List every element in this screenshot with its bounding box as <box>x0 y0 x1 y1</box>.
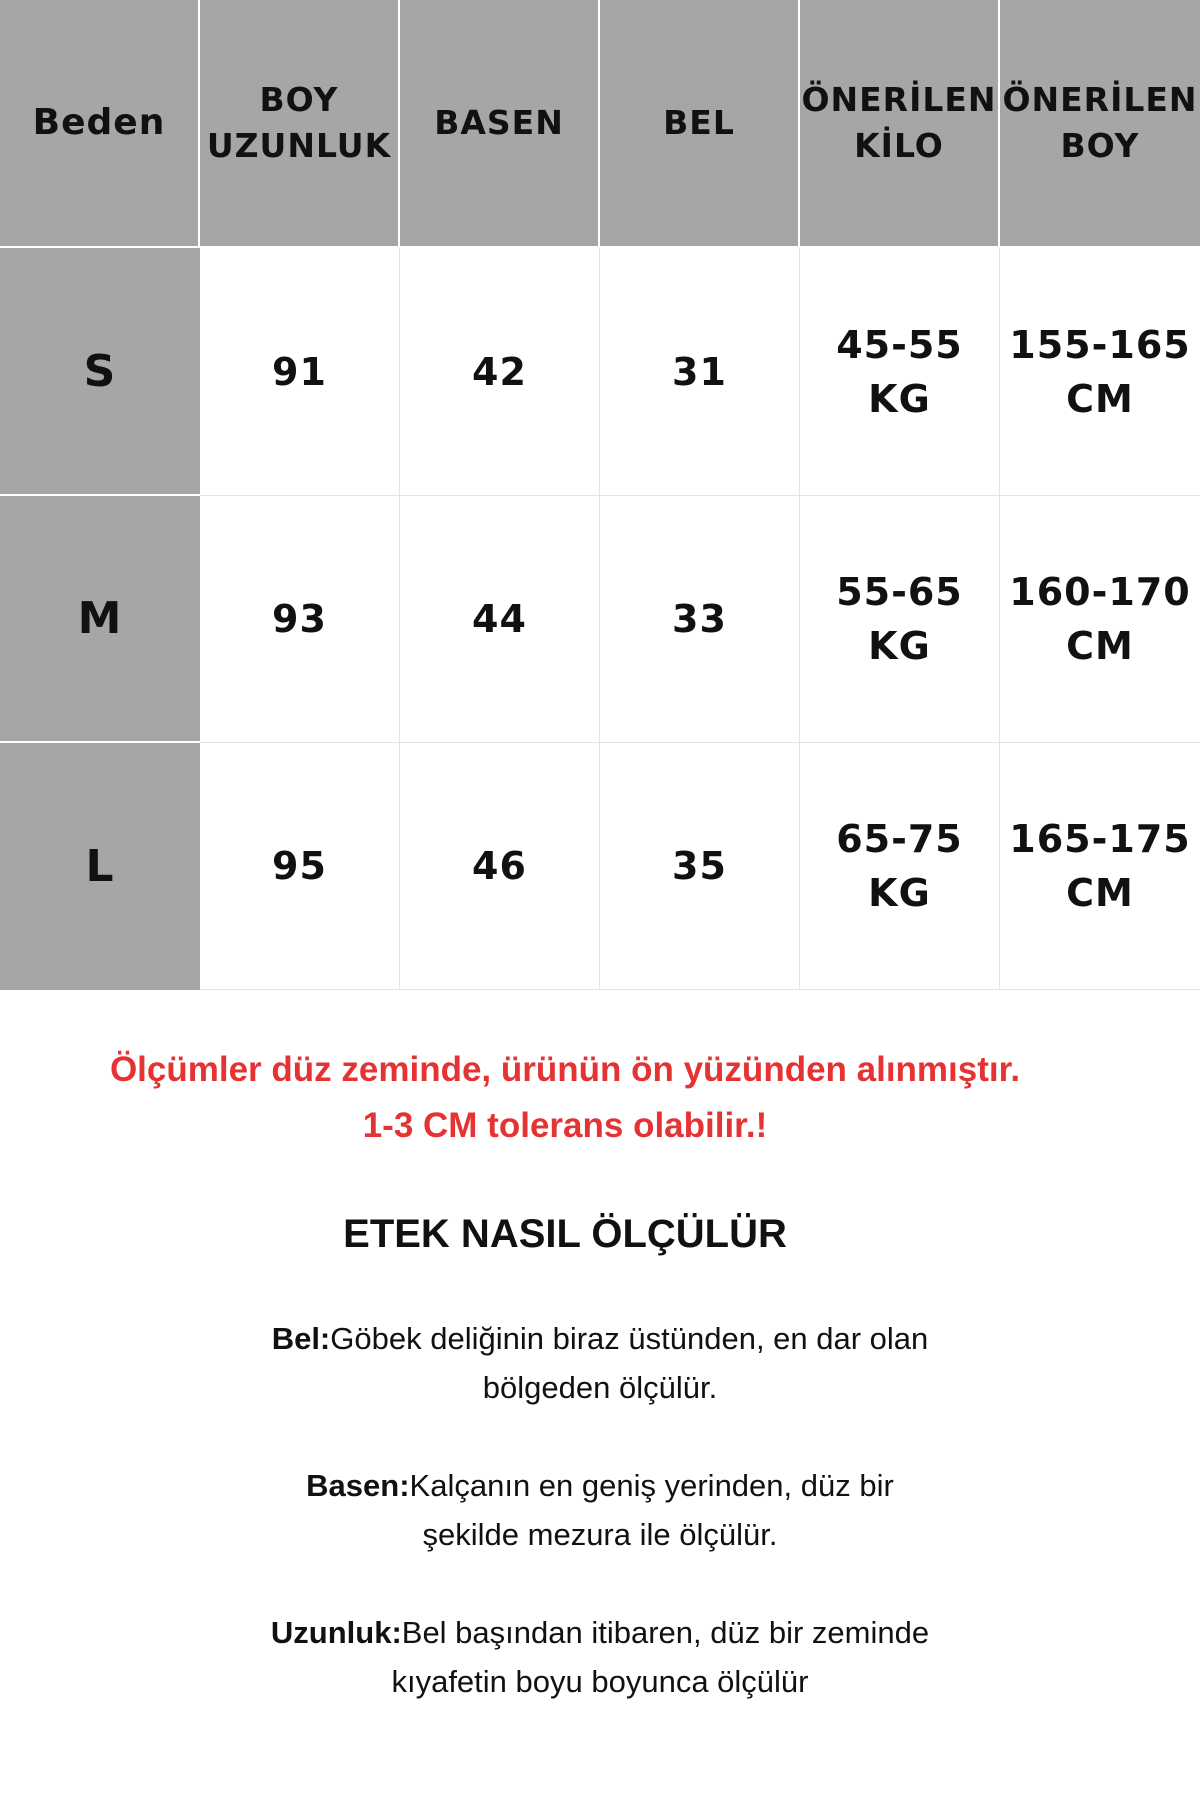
boy-uzunluk-cell <box>200 496 400 743</box>
kilo-cell <box>800 743 1000 990</box>
boy-uzunluk-value: 93 <box>272 597 327 641</box>
howto-item-basen <box>210 1461 990 1559</box>
boy-uzunluk-value: 95 <box>272 844 327 888</box>
basen-value: 42 <box>472 349 527 394</box>
header-onerilen-kilo-line2: KİLO <box>854 126 944 165</box>
size-label: S <box>83 345 117 397</box>
basen-cell <box>400 496 600 743</box>
howto-term: Basen: <box>306 1468 410 1503</box>
header-boy-uzunluk-line2: UZUNLUK <box>206 126 392 165</box>
howto-item-bel <box>210 1314 990 1412</box>
howto-term: Bel: <box>271 1321 331 1356</box>
bel-cell <box>600 496 800 743</box>
boy-unit: CM <box>1066 376 1134 421</box>
boy-cell <box>1000 743 1200 990</box>
kilo-unit: KG <box>868 624 931 668</box>
kilo-range: 45-55 <box>836 322 963 367</box>
kilo-range: 65-75 <box>836 817 963 861</box>
header-beden-label: Beden <box>32 102 166 143</box>
header-boy-uzunluk <box>200 0 400 248</box>
kilo-cell <box>800 496 1000 743</box>
tolerance-note: 1-3 CM tolerans olabilir.! <box>362 1106 768 1145</box>
basen-cell <box>400 248 600 496</box>
howto-term: Uzunluk: <box>270 1615 402 1650</box>
howto-text-line1: Göbek deliğinin biraz üstünden, en dar olan <box>330 1321 929 1356</box>
header-onerilen-kilo-line1: ÖNERİLEN <box>801 80 997 119</box>
bel-value: 35 <box>672 844 727 888</box>
size-cell-l <box>0 743 200 990</box>
boy-uzunluk-value: 91 <box>272 349 327 394</box>
header-basen-label: BASEN <box>434 103 564 142</box>
boy-cell <box>1000 496 1200 743</box>
howto-item-uzunluk <box>210 1608 990 1706</box>
howto-text-line2: şekilde mezura ile ölçülür. <box>422 1517 778 1552</box>
bel-cell <box>600 248 800 496</box>
boy-range: 155-165 <box>1009 322 1191 367</box>
howto-text-line1: Bel başından itibaren, düz bir zeminde <box>401 1615 930 1650</box>
boy-range: 160-170 <box>1009 570 1191 614</box>
size-label: M <box>77 593 123 644</box>
header-bel <box>600 0 800 248</box>
size-cell-s <box>0 248 200 496</box>
basen-value: 46 <box>472 844 527 888</box>
header-basen <box>400 0 600 248</box>
header-onerilen-kilo <box>800 0 1000 248</box>
basen-cell <box>400 743 600 990</box>
boy-range: 165-175 <box>1009 817 1191 861</box>
header-onerilen-boy-line2: BOY <box>1060 126 1140 165</box>
howto-text-line2: kıyafetin boyu boyunca ölçülür <box>391 1664 809 1699</box>
kilo-unit: KG <box>868 871 931 915</box>
header-boy-uzunluk-line1: BOY <box>259 80 339 119</box>
header-onerilen-boy <box>1000 0 1200 248</box>
bel-cell <box>600 743 800 990</box>
boy-unit: CM <box>1066 871 1134 915</box>
how-to-measure-title: ETEK NASIL ÖLÇÜLÜR <box>343 1212 787 1256</box>
boy-cell <box>1000 248 1200 496</box>
kilo-unit: KG <box>868 376 931 421</box>
howto-text-line1: Kalçanın en geniş yerinden, düz bir <box>409 1468 894 1503</box>
size-cell-m <box>0 496 200 743</box>
header-onerilen-boy-line1: ÖNERİLEN <box>1002 80 1198 119</box>
kilo-cell <box>800 248 1000 496</box>
boy-uzunluk-cell <box>200 248 400 496</box>
bel-value: 31 <box>672 349 727 394</box>
basen-value: 44 <box>472 597 527 641</box>
bel-value: 33 <box>672 597 727 641</box>
measurement-note: Ölçümler düz zeminde, ürünün ön yüzünden alınmıştır. <box>109 1050 1021 1089</box>
boy-uzunluk-cell <box>200 743 400 990</box>
boy-unit: CM <box>1066 624 1134 668</box>
kilo-range: 55-65 <box>836 570 963 614</box>
howto-text-line2: bölgeden ölçülür. <box>482 1370 718 1405</box>
size-label: L <box>85 841 115 892</box>
header-bel-label: BEL <box>663 103 735 142</box>
header-beden <box>0 0 200 248</box>
